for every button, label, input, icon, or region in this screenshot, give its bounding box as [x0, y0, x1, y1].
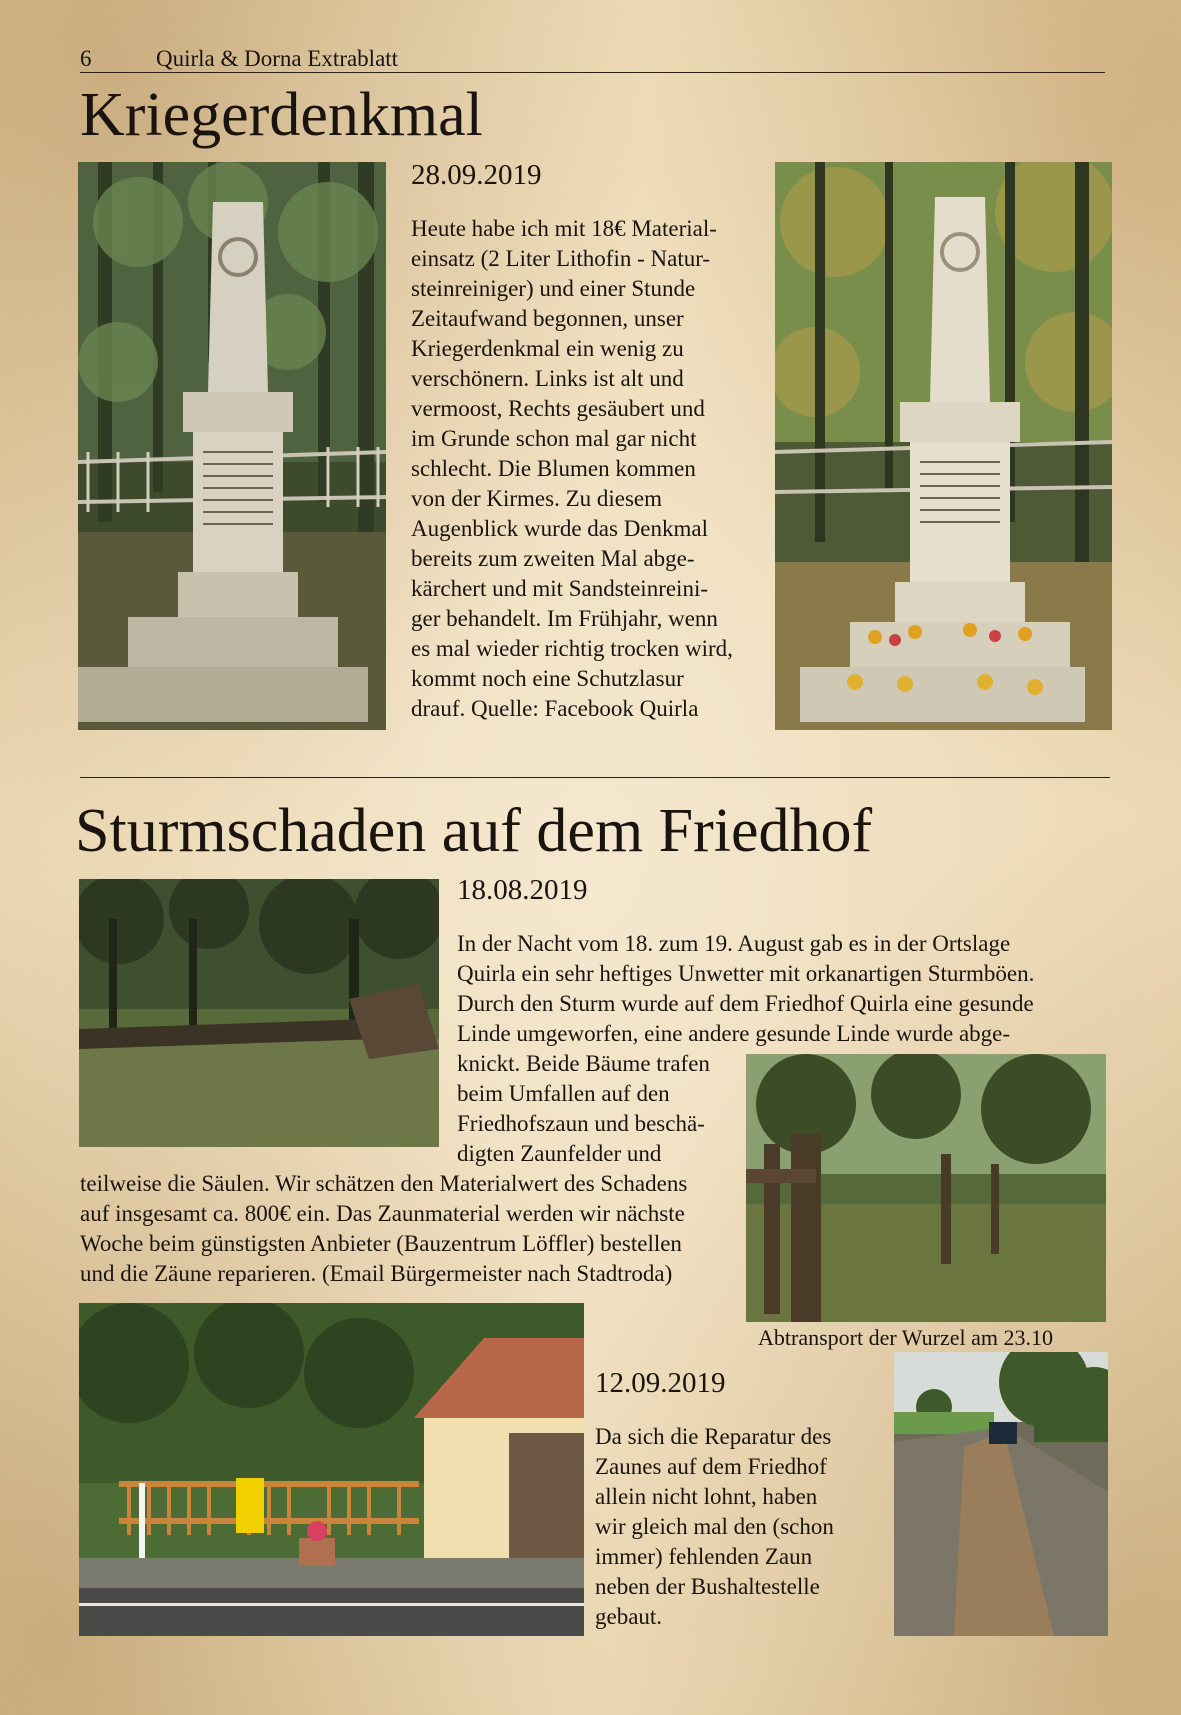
text-line: Augenblick wurde das Denkmal — [411, 516, 709, 541]
text-line: neben der Bushaltestelle — [595, 1574, 820, 1599]
photo-caption: Abtransport der Wurzel am 23.10 — [758, 1325, 1054, 1350]
text-line: Quirla ein sehr heftiges Unwetter mit orkanartigen Sturmböen. — [457, 961, 1035, 986]
text-line: Friedhofszaun und beschä- — [457, 1111, 705, 1136]
photo-memorial-after — [775, 162, 1112, 730]
text-line: Linde umgeworfen, eine andere gesunde Linde wurde abge- — [457, 1021, 1011, 1046]
text-line: einsatz (2 Liter Lithofin - Natur- — [411, 246, 711, 271]
text-line: auf insgesamt ca. 800€ ein. Das Zaunmaterial werden wir nächste — [80, 1201, 685, 1226]
text-line: digten Zaunfelder und — [457, 1141, 662, 1166]
text-line: Zeitaufwand begonnen, unser — [411, 306, 684, 331]
text-line: knickt. Beide Bäume trafen — [457, 1051, 710, 1076]
text-line: Heute habe ich mit 18€ Material- — [411, 216, 717, 241]
text-line: In der Nacht vom 18. zum 19. August gab es in der Ortslage — [457, 931, 1011, 956]
text-line: ger behandelt. Im Frühjahr, wenn — [411, 606, 718, 631]
text-line: und die Zäune reparieren. (Email Bürgermeister nach Stadtroda) — [80, 1261, 673, 1286]
text-line: vermoost, Rechts gesäubert und — [411, 396, 705, 421]
text-line: teilweise die Säulen. Wir schätzen den Materialwert des Schadens — [80, 1171, 688, 1196]
text-line: verschönern. Links ist alt und — [411, 366, 684, 391]
publication-title: Quirla & Dorna Extrablatt — [156, 46, 399, 71]
article2-text-narrow — [457, 1049, 742, 1169]
article-title-sturmschaden: Sturmschaden auf dem Friedhof — [75, 797, 873, 865]
text-line: beim Umfallen auf den — [457, 1081, 670, 1106]
photo-bus-stop — [79, 1303, 584, 1636]
article3-text — [595, 1422, 885, 1632]
section-divider — [80, 777, 1110, 778]
article1-date: 28.09.2019 — [411, 159, 542, 191]
text-line: Woche beim günstigsten Anbieter (Bauzentrum Löffler) bestellen — [80, 1231, 682, 1256]
text-line: wir gleich mal den (schon — [595, 1514, 834, 1539]
article-title-kriegerdenkmal: Kriegerdenkmal — [80, 81, 483, 149]
text-line: bereits zum zweiten Mal abge- — [411, 546, 695, 571]
text-line: immer) fehlenden Zaun — [595, 1544, 813, 1569]
article2-date: 18.08.2019 — [457, 874, 588, 906]
text-line: es mal wieder richtig trocken wird, — [411, 636, 733, 661]
article3-date: 12.09.2019 — [595, 1367, 726, 1399]
page-number: 6 — [80, 46, 92, 71]
text-line: Da sich die Reparatur des — [595, 1424, 832, 1449]
article2-text-wide — [457, 929, 1117, 1049]
article1-text — [411, 214, 771, 724]
text-line: kärchert und mit Sandsteinreini- — [411, 576, 709, 601]
text-line: Kriegerdenkmal ein wenig zu — [411, 336, 684, 361]
photo-memorial-before — [78, 162, 386, 730]
text-line: steinreiniger) und einer Stunde — [411, 276, 696, 301]
photo-fallen-tree — [79, 879, 439, 1147]
text-line: drauf. Quelle: Facebook Quirla — [411, 696, 699, 721]
text-line: Zaunes auf dem Friedhof — [595, 1454, 827, 1479]
article2-text-left — [80, 1169, 740, 1289]
text-line: im Grunde schon mal gar nicht — [411, 426, 697, 451]
photo-road-transport — [894, 1352, 1108, 1636]
text-line: gebaut. — [595, 1604, 663, 1629]
text-line: Durch den Sturm wurde auf dem Friedhof Quirla eine gesunde — [457, 991, 1034, 1016]
text-line: schlecht. Die Blumen kommen — [411, 456, 696, 481]
photo-damaged-fence — [746, 1054, 1106, 1322]
text-line: von der Kirmes. Zu diesem — [411, 486, 663, 511]
text-line: allein nicht lohnt, haben — [595, 1484, 818, 1509]
text-line: kommt noch eine Schutzlasur — [411, 666, 684, 691]
page-header — [80, 46, 1105, 73]
